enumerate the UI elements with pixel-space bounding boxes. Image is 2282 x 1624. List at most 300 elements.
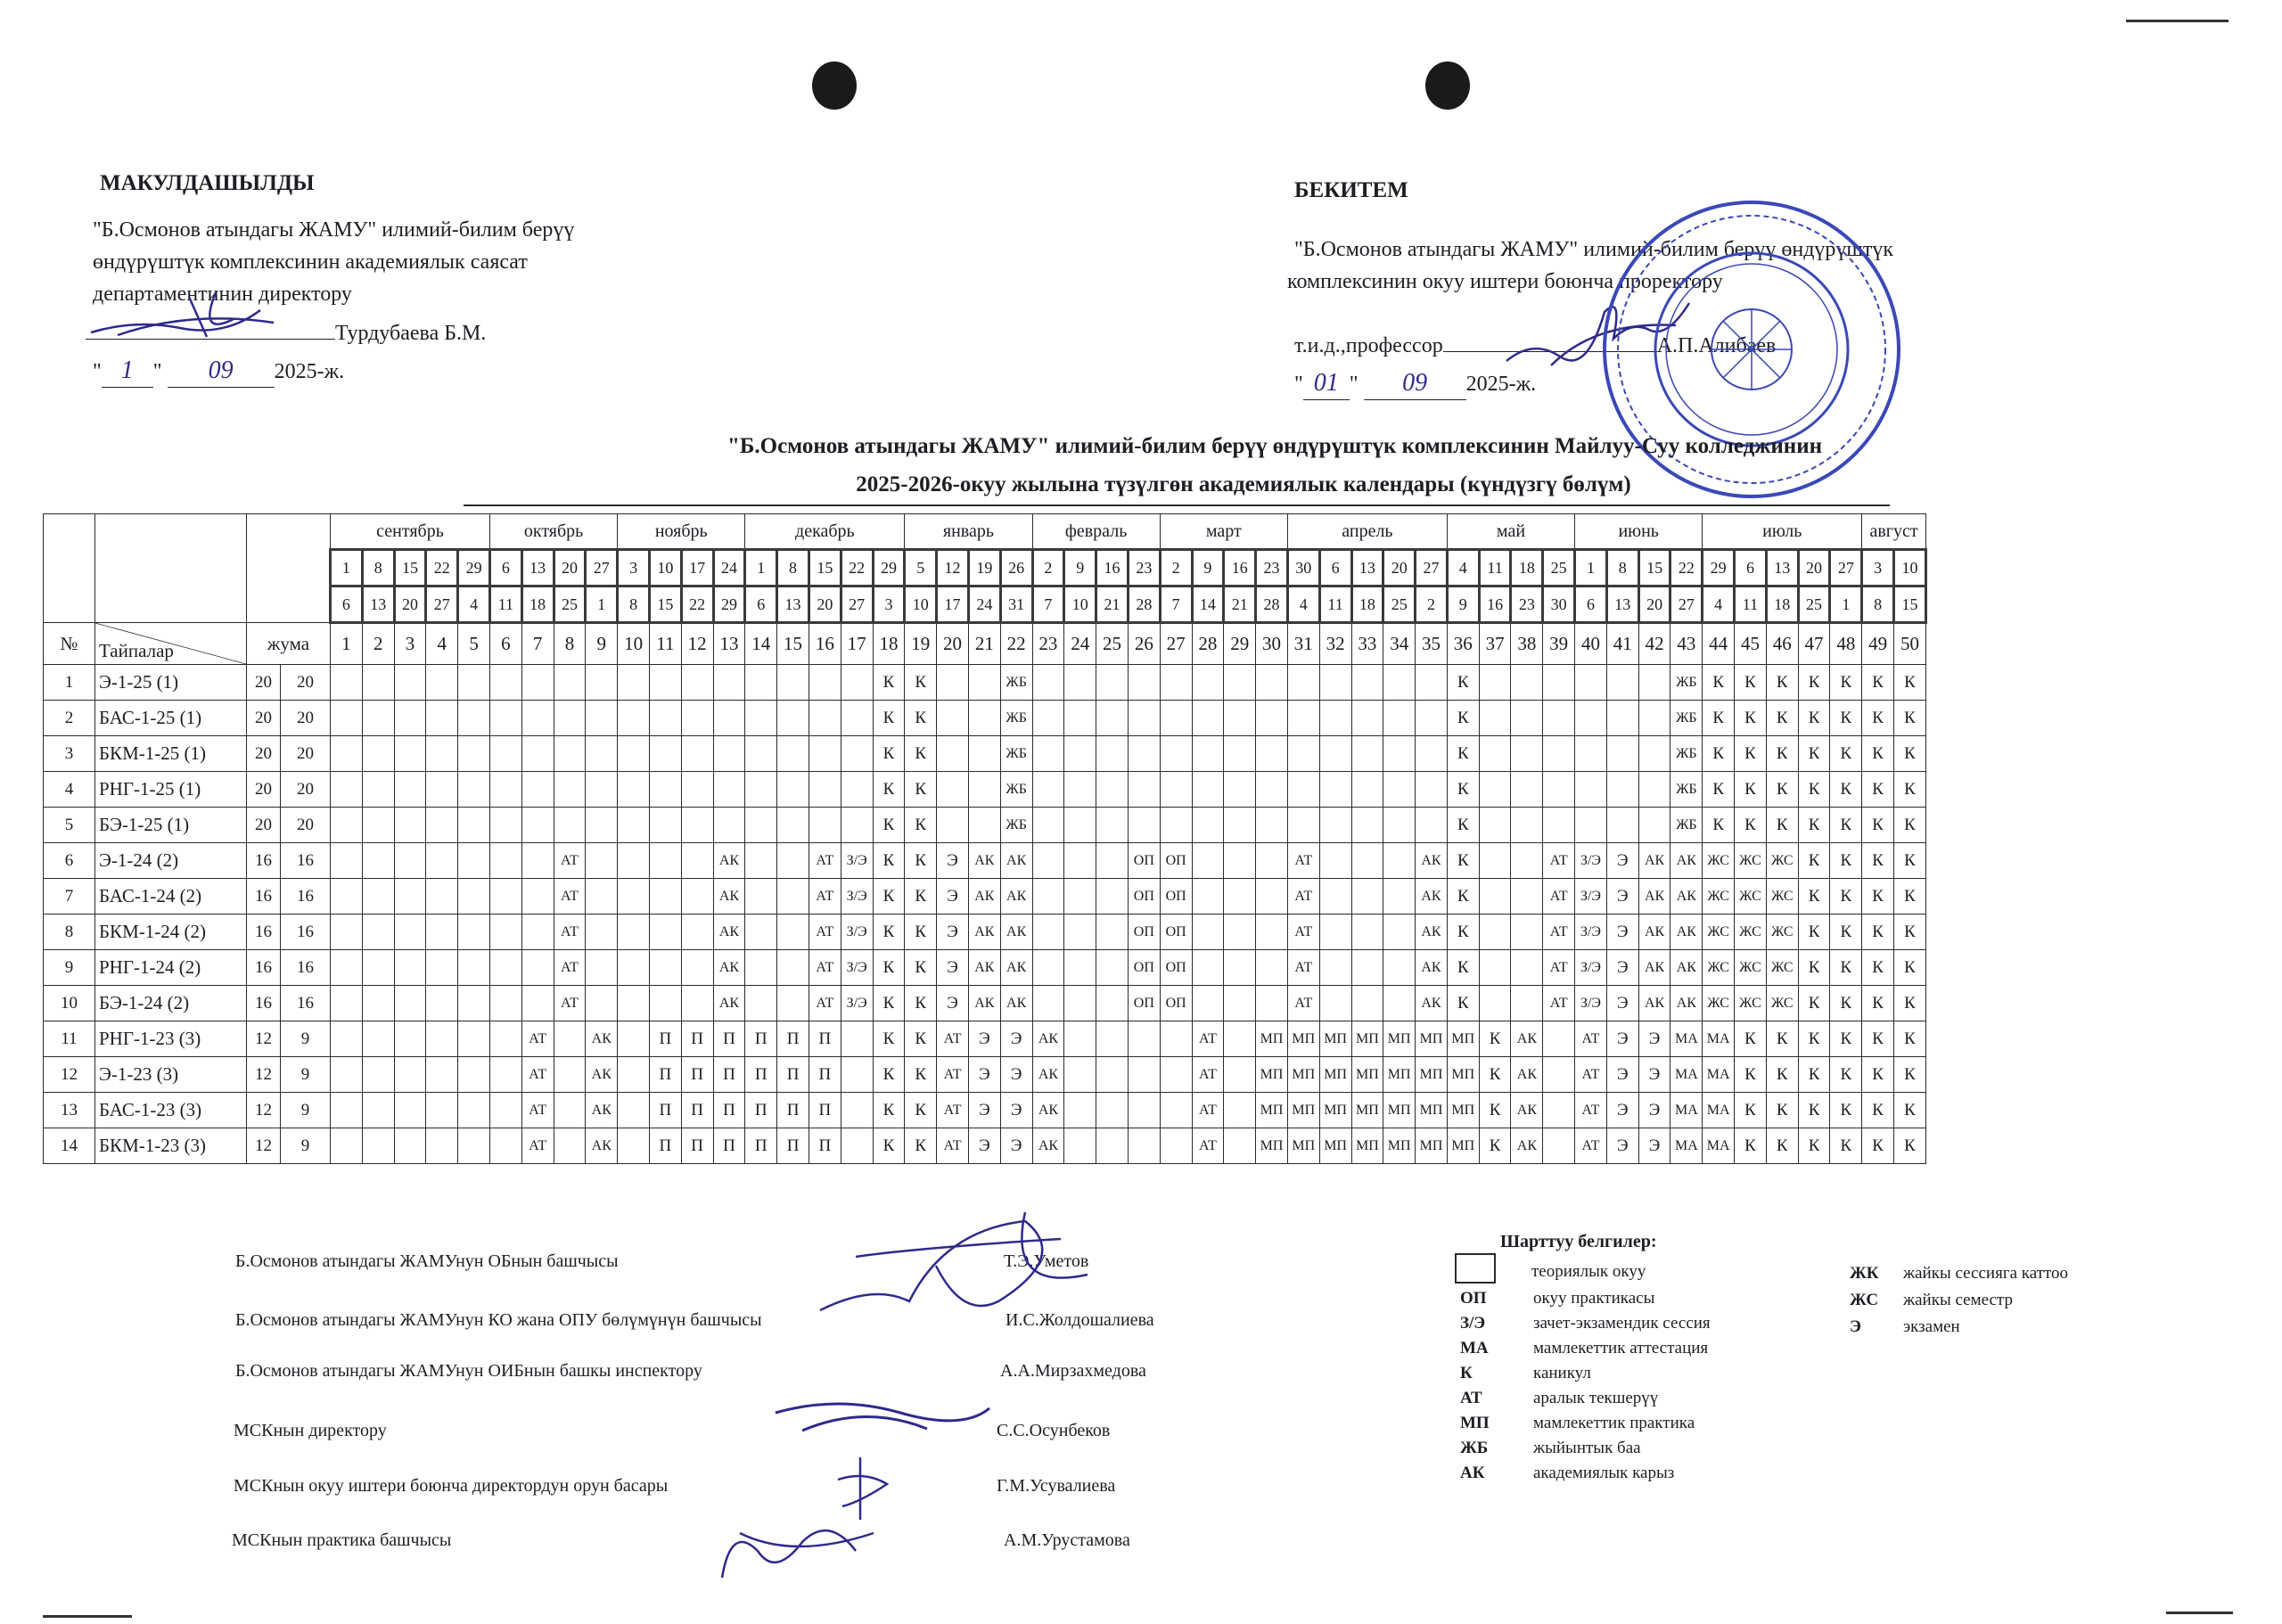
week-cell [458,986,490,1021]
week-end-date: 4 [458,586,490,623]
week-cell: К [1447,879,1479,915]
week-cell [1319,665,1351,701]
week-number: 18 [873,623,905,665]
row-number: 13 [44,1093,95,1128]
week-cell [777,665,809,701]
week-cell [521,843,554,879]
week-cell [618,665,650,701]
week-cell [1319,879,1351,915]
week-cell [331,1128,363,1164]
week-cell [586,701,618,736]
week-cell: АК [1511,1021,1543,1057]
week-cell [331,1057,363,1093]
week-cell: К [905,736,937,772]
week-cell: АТ [1575,1057,1607,1093]
week-cell [1383,879,1416,915]
week-cell: МП [1447,1093,1479,1128]
week-cell [426,1021,458,1057]
week-cell [1160,736,1192,772]
week-cell: АТ [1575,1021,1607,1057]
week-cell [331,843,363,879]
week-cell: К [1830,665,1862,701]
legend-code: МП [1460,1414,1490,1432]
week-end-date: 3 [873,586,905,623]
week-cell [1351,736,1383,772]
weeks-total: 16 [247,950,281,986]
week-cell [1606,772,1638,808]
legend-text: жыйынтык баа [1533,1439,1641,1457]
week-end-date: 10 [1064,586,1096,623]
approval-right-date: " 01 " 09 2025-ж. [1294,367,1536,400]
week-cell: К [1830,1057,1862,1093]
week-cell [1032,879,1064,915]
weeks-total: 20 [247,772,281,808]
week-cell [362,1021,394,1057]
week-cell: ЖС [1703,879,1735,915]
week-cell: П [809,1021,841,1057]
signatory-name: С.С.Осунбеков [997,1421,1111,1440]
week-cell [745,772,777,808]
week-cell: К [1766,1128,1798,1164]
week-cell: ЖБ [1670,736,1703,772]
week-cell: К [873,1128,905,1164]
table-row [44,1057,1926,1093]
week-cell [1192,665,1224,701]
week-cell [1479,772,1511,808]
week-cell [1511,915,1543,950]
week-cell: МП [1319,1021,1351,1057]
week-start-date: 13 [1766,550,1798,586]
week-cell: З/Э [841,986,873,1021]
week-cell: АК [1638,950,1670,986]
week-number: 41 [1606,623,1638,665]
week-cell [1256,665,1288,701]
week-start-date: 23 [1128,550,1160,586]
week-cell: П [713,1021,745,1057]
week-cell [1383,843,1416,879]
weeks-study: 20 [281,665,331,701]
week-cell [681,665,713,701]
week-start-date: 6 [1319,550,1351,586]
week-cell: АТ [1543,986,1575,1021]
week-cell [1064,986,1096,1021]
week-cell: К [1798,808,1830,843]
week-cell [649,843,681,879]
week-cell [1064,879,1096,915]
week-cell: К [1830,915,1862,950]
week-cell: АК [586,1057,618,1093]
week-cell: АК [1416,986,1448,1021]
legend-text: аралык текшерүү [1533,1389,1659,1407]
week-cell: П [681,1128,713,1164]
week-cell [1160,1021,1192,1057]
week-cell [777,808,809,843]
week-number: 10 [618,623,650,665]
week-cell: АК [713,915,745,950]
approval-left-line: департаментинин директору [93,283,352,306]
week-cell [521,772,554,808]
week-cell [1096,1057,1129,1093]
week-cell [426,1093,458,1128]
week-cell: К [1766,1021,1798,1057]
week-cell: К [1894,1128,1926,1164]
week-cell [1192,843,1224,879]
week-cell: Э [937,879,969,915]
table-row [44,950,1926,986]
week-number: 37 [1479,623,1511,665]
legend-theory-text: теориялык окуу [1531,1262,1646,1281]
week-end-date: 22 [681,586,713,623]
week-cell: МП [1351,1093,1383,1128]
week-cell: З/Э [1575,879,1607,915]
group-name: БКМ-1-25 (1) [95,736,247,772]
week-cell [809,736,841,772]
week-cell [426,772,458,808]
week-cell: АТ [1287,843,1319,879]
week-cell [681,736,713,772]
week-cell: К [1862,808,1894,843]
week-cell: ЖБ [1670,701,1703,736]
approval-right-line: "Б.Осмонов атындагы ЖАМУ" илимий-билим берүү өндүрүштүк [1294,238,1894,261]
week-number: 42 [1638,623,1670,665]
week-cell [841,736,873,772]
week-start-date: 25 [1543,550,1575,586]
week-start-date: 27 [1830,550,1862,586]
week-cell [586,772,618,808]
week-start-date: 27 [586,550,618,586]
week-cell [458,915,490,950]
row-number: 8 [44,915,95,950]
week-cell: ОП [1160,915,1192,950]
row-number: 1 [44,665,95,701]
week-cell: МП [1319,1093,1351,1128]
week-cell: К [1798,701,1830,736]
approval-left-line: өндүрүштүк комплексинин академиялык саясат [93,250,528,274]
calendar-title-line1: "Б.Осмонов атындагы ЖАМУ" илимий-билим берүү өндүрүштүк комплексинин Майлуу-Суу колледжинин [726,434,1822,458]
week-cell [1064,915,1096,950]
week-cell: К [1894,915,1926,950]
week-cell: К [1479,1093,1511,1128]
week-cell [1096,915,1129,950]
week-cell [362,772,394,808]
week-cell: Э [1000,1093,1032,1128]
week-cell [1224,879,1256,915]
week-end-date: 1 [1830,586,1862,623]
week-cell [1224,1128,1256,1164]
week-cell [1064,1128,1096,1164]
week-cell [1511,843,1543,879]
week-cell: ОП [1128,843,1160,879]
weeks-study: 16 [281,986,331,1021]
week-cell [1064,843,1096,879]
week-cell [1032,808,1064,843]
week-cell: П [809,1128,841,1164]
week-cell: П [713,1128,745,1164]
week-cell [1511,879,1543,915]
week-cell [681,986,713,1021]
week-number: 14 [745,623,777,665]
week-cell: АТ [1192,1057,1224,1093]
week-cell: АТ [1575,1128,1607,1164]
week-cell [394,986,426,1021]
table-row [44,986,1926,1021]
week-cell: АК [713,879,745,915]
signatory-name: Т.Э.Уметов [1004,1251,1089,1271]
week-cell [809,808,841,843]
week-cell: АК [1032,1021,1064,1057]
col-group-header [95,623,247,665]
week-end-date: 15 [1894,586,1926,623]
week-number: 17 [841,623,873,665]
week-cell [1383,736,1416,772]
week-cell: Э [968,1057,1000,1093]
week-cell [618,1128,650,1164]
week-cell: ОП [1160,879,1192,915]
weeks-total: 20 [247,808,281,843]
table-row [44,1093,1926,1128]
date-year: 2025-ж. [274,360,345,383]
week-number: 30 [1256,623,1288,665]
week-cell [362,701,394,736]
week-cell: К [873,1021,905,1057]
week-cell [809,665,841,701]
week-cell: К [1862,736,1894,772]
approval-left [100,171,315,196]
legend-code: МА [1460,1339,1489,1357]
week-cell [458,665,490,701]
week-cell: ЖС [1766,986,1798,1021]
legend-code: ЖС [1850,1291,1879,1309]
week-cell [554,808,586,843]
week-cell [1096,1021,1129,1057]
week-cell: АТ [554,843,586,879]
week-cell [1479,950,1511,986]
signatory-position: МСКнын директору [234,1421,387,1440]
week-cell: К [1766,665,1798,701]
week-cell: К [1447,736,1479,772]
week-cell: АТ [554,986,586,1021]
week-cell [1224,736,1256,772]
week-cell [1192,736,1224,772]
week-cell: МА [1703,1021,1735,1057]
week-cell: АК [586,1128,618,1164]
week-start-date: 16 [1224,550,1256,586]
week-cell: Э [1000,1021,1032,1057]
week-start-date: 15 [809,550,841,586]
month-header-row [44,514,1926,550]
week-end-date: 8 [618,586,650,623]
approval-right-degree: т.и.д.,профессор [1294,334,1443,357]
week-cell [394,772,426,808]
week-cell [841,665,873,701]
week-cell: ЖС [1766,879,1798,915]
week-cell [1543,1021,1575,1057]
week-cell [681,701,713,736]
week-cell: АК [1000,879,1032,915]
week-cell: АТ [809,950,841,986]
week-cell: К [873,736,905,772]
week-cell [777,736,809,772]
week-cell [458,1021,490,1057]
week-cell: ОП [1128,986,1160,1021]
week-end-date: 6 [331,586,363,623]
week-cell [1096,736,1129,772]
weeks-total: 20 [247,736,281,772]
signatory-position: МСКнын практика башчысы [232,1530,452,1550]
week-cell [618,915,650,950]
week-start-date: 3 [1862,550,1894,586]
week-cell [745,986,777,1021]
week-cell: АТ [937,1057,969,1093]
week-cell [649,915,681,950]
weeks-total: 16 [247,879,281,915]
week-cell [426,1057,458,1093]
week-cell [1064,1057,1096,1093]
week-cell [521,736,554,772]
week-cell: МП [1287,1128,1319,1164]
week-cell: АК [586,1021,618,1057]
week-cell: МП [1256,1021,1288,1057]
week-cell: К [1830,843,1862,879]
week-cell: Э [968,1128,1000,1164]
group-name: БАС-1-23 (3) [95,1093,247,1128]
week-cell: АК [1638,843,1670,879]
week-cell [1224,843,1256,879]
week-cell: АТ [1192,1128,1224,1164]
week-cell: К [1894,986,1926,1021]
week-cell: К [1798,1093,1830,1128]
week-cell: ЖБ [1670,772,1703,808]
week-cell [331,665,363,701]
week-cell: МП [1383,1057,1416,1093]
week-cell [1479,701,1511,736]
week-cell [394,915,426,950]
week-cell: АК [1000,950,1032,986]
week-cell [618,1057,650,1093]
week-end-date: 27 [1670,586,1703,623]
week-end-date: 11 [1319,586,1351,623]
week-cell: ЖС [1766,950,1798,986]
week-cell: МА [1703,1128,1735,1164]
date-month: 09 [1364,367,1466,400]
week-cell: АТ [1287,950,1319,986]
week-start-date: 16 [1096,550,1129,586]
row-number: 12 [44,1057,95,1093]
week-end-date: 28 [1256,586,1288,623]
week-number: 6 [489,623,521,665]
academic-calendar-table [43,513,1927,1164]
week-cell [841,1057,873,1093]
week-cell [649,701,681,736]
table-row [44,915,1926,950]
week-end-date: 13 [362,586,394,623]
week-cell: П [777,1057,809,1093]
week-cell [713,701,745,736]
week-cell: Э [1606,843,1638,879]
legend-text: мамлекеттик практика [1533,1414,1695,1432]
col-total-header: жума [247,623,331,665]
week-cell: К [1830,1093,1862,1128]
week-number: 33 [1351,623,1383,665]
week-cell: МА [1670,1057,1703,1093]
week-cell: К [1447,843,1479,879]
week-cell [1256,950,1288,986]
week-number: 23 [1032,623,1064,665]
week-cell: АТ [554,879,586,915]
week-cell: ОП [1128,950,1160,986]
week-cell [586,879,618,915]
week-cell [1096,1093,1129,1128]
week-cell [1351,843,1383,879]
weeks-study: 20 [281,772,331,808]
table-row [44,879,1926,915]
week-cell [841,1128,873,1164]
week-cell [968,736,1000,772]
week-cell [1543,701,1575,736]
week-end-date: 8 [1862,586,1894,623]
week-cell: К [1798,1128,1830,1164]
week-start-date: 8 [362,550,394,586]
week-cell [1096,986,1129,1021]
week-number: 34 [1383,623,1416,665]
week-cell [1128,736,1160,772]
week-cell: МА [1703,1057,1735,1093]
legend-code: ОП [1460,1289,1487,1308]
week-cell: ОП [1160,950,1192,986]
week-cell: П [777,1021,809,1057]
date-year: 2025-ж. [1465,373,1537,396]
week-end-date: 6 [1575,586,1607,623]
week-number: 7 [521,623,554,665]
week-start-date: 29 [1703,550,1735,586]
week-cell [394,843,426,879]
week-cell [649,772,681,808]
week-cell [649,808,681,843]
week-number: 46 [1766,623,1798,665]
weeks-total: 12 [247,1093,281,1128]
week-cell: П [681,1021,713,1057]
week-cell [331,701,363,736]
week-cell: К [905,843,937,879]
week-cell [458,772,490,808]
week-cell [1511,950,1543,986]
week-cell: К [1862,879,1894,915]
week-cell: АТ [554,950,586,986]
week-cell [841,1093,873,1128]
week-cell: АТ [1575,1093,1607,1128]
approval-right-line: комплексинин окуу иштери боюнча проректору [1287,270,1723,293]
week-cell: К [1798,736,1830,772]
week-cell: П [681,1057,713,1093]
week-start-date: 22 [426,550,458,586]
weeks-study: 9 [281,1128,331,1164]
week-cell [937,701,969,736]
week-number: 20 [937,623,969,665]
weeks-total: 20 [247,665,281,701]
week-end-date: 4 [1287,586,1319,623]
weeks-study: 20 [281,808,331,843]
week-cell: АК [1670,915,1703,950]
week-cell [554,772,586,808]
week-cell [362,808,394,843]
signatory-position: Б.Осмонов атындагы ЖАМУнун ОИБнын башкы инспектору [235,1361,702,1381]
week-cell [745,950,777,986]
scan-edge [43,1615,132,1618]
week-cell [1543,665,1575,701]
week-cell [586,915,618,950]
week-cell: К [1830,986,1862,1021]
week-cell: ЖС [1735,950,1767,986]
